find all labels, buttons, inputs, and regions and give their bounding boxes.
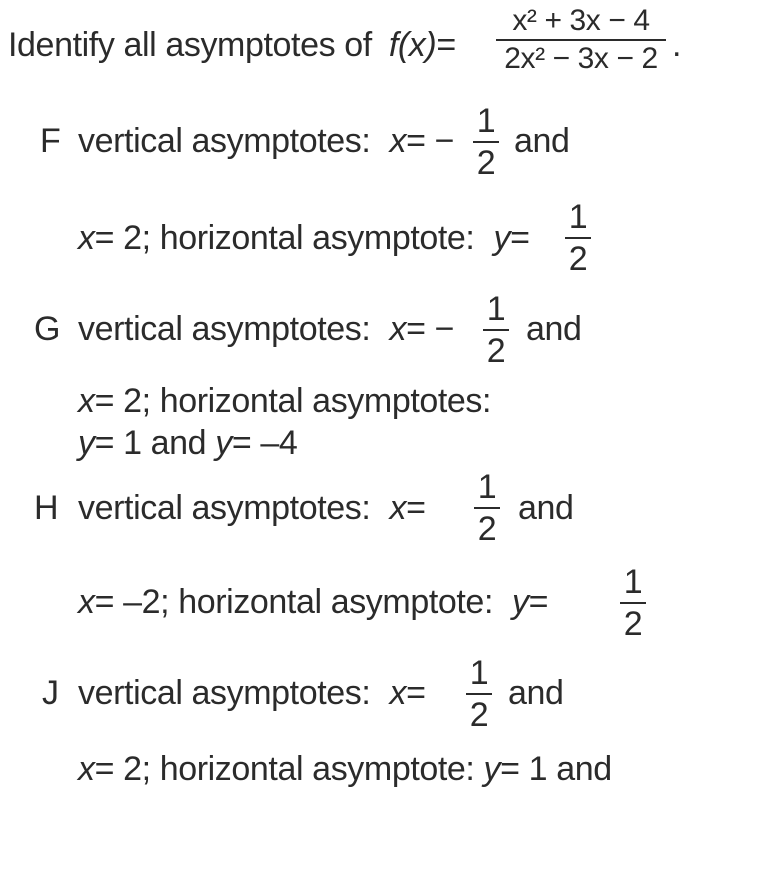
option-h-frac1-den: 2 [477,510,497,548]
option-h-line1-text: vertical asymptotes: [78,489,371,527]
option-f-line1-text: vertical asymptotes: [78,122,371,160]
option-g-line1 [78,310,454,349]
question-func: f(x) [388,26,437,64]
option-j-line2 [78,750,612,789]
option-g-letter: G [34,310,61,348]
option-h-line2-var2: y [512,583,529,621]
option-h-frac1-num: 1 [477,468,497,506]
option-h-fraction2 [620,565,646,641]
option-g-line1-text: vertical asymptotes: [78,310,371,348]
option-j-line2-text: = 2; horizontal asymptote: [94,750,475,788]
option-g-and: and [526,310,582,348]
option-j-letter: J [42,674,59,712]
option-g-fraction1 [483,292,509,368]
option-h-frac1-bar [474,507,500,509]
option-g-x-var: x [389,310,407,348]
option-j-frac1-num: 1 [469,654,489,692]
option-j-line1-text: vertical asymptotes: [78,674,371,712]
option-f-frac1-num: 1 [476,102,496,140]
option-h-line2-text: = –2; horizontal asymptote: [94,583,493,621]
option-j-x-var: x [389,674,407,712]
question-fraction [496,6,666,74]
option-j-line1 [78,674,426,713]
option-h-letter: H [34,489,59,527]
option-h-line1 [78,489,426,528]
option-f-fraction2 [565,200,591,276]
option-h-fraction1 [474,470,500,546]
option-f-x-var: x [389,122,407,160]
option-g-line3-var2: y [215,424,232,462]
option-h-line2-var: x [78,583,95,621]
option-f-line2-text: = 2; horizontal asymptote: [94,219,475,257]
question-numerator: x² + 3x − 4 [512,4,650,37]
option-j-line2-var2: y [483,750,501,788]
option-g-eq: = − [406,310,455,348]
option-j-frac1-bar [466,693,492,695]
option-g-frac1-num: 1 [486,290,506,328]
option-g-frac1-den: 2 [486,332,506,370]
option-g-line3-text2: = –4 [231,424,298,462]
option-g-line3-var: y [78,424,95,462]
option-f-and: and [514,122,570,160]
option-g-line3 [78,424,297,463]
option-h-frac2-bar [620,602,646,604]
option-f-line1 [78,122,454,161]
option-j-fraction1 [466,656,492,732]
option-g-line3-text1: = 1 and [94,424,207,462]
option-h-x-var: x [389,489,407,527]
option-h-eq: = [406,489,426,527]
question-text [8,26,456,65]
question-fraction-bar [496,39,666,41]
question-eq: = [436,26,456,64]
question-period: . [672,26,682,64]
option-f-line2 [78,219,530,258]
option-f-frac1-den: 2 [476,144,496,182]
option-j-frac1-den: 2 [469,696,489,734]
option-f-frac2-num: 1 [568,198,588,236]
option-f-line2-var2: y [493,219,511,257]
option-f-frac1-bar [473,141,499,143]
option-j-eq: = [406,674,426,712]
option-h-frac2-num: 1 [623,563,643,601]
option-h-frac2-den: 2 [623,605,643,643]
option-f-eq: = − [406,122,455,160]
option-g-line2 [78,382,491,421]
option-h-line2-eq: = [528,583,549,621]
option-g-frac1-bar [483,329,509,331]
option-j-line2-var: x [78,750,95,788]
question-prefix: Identify all asymptotes of [8,26,372,64]
option-h-and: and [518,489,574,527]
question-denominator: 2x² − 3x − 2 [504,42,658,75]
option-j-and: and [508,674,564,712]
option-f-frac2-den: 2 [568,240,588,278]
option-f-line2-eq: = [510,219,530,257]
option-f-line2-var: x [78,219,95,257]
option-g-line2-text: = 2; horizontal asymptotes: [94,382,492,420]
option-f-frac2-bar [565,237,591,239]
option-g-line2-var: x [78,382,95,420]
option-f-fraction1 [473,104,499,180]
option-h-line2 [78,583,548,622]
option-f-letter: F [40,122,61,160]
option-j-line2-text2: = 1 and [500,750,612,788]
